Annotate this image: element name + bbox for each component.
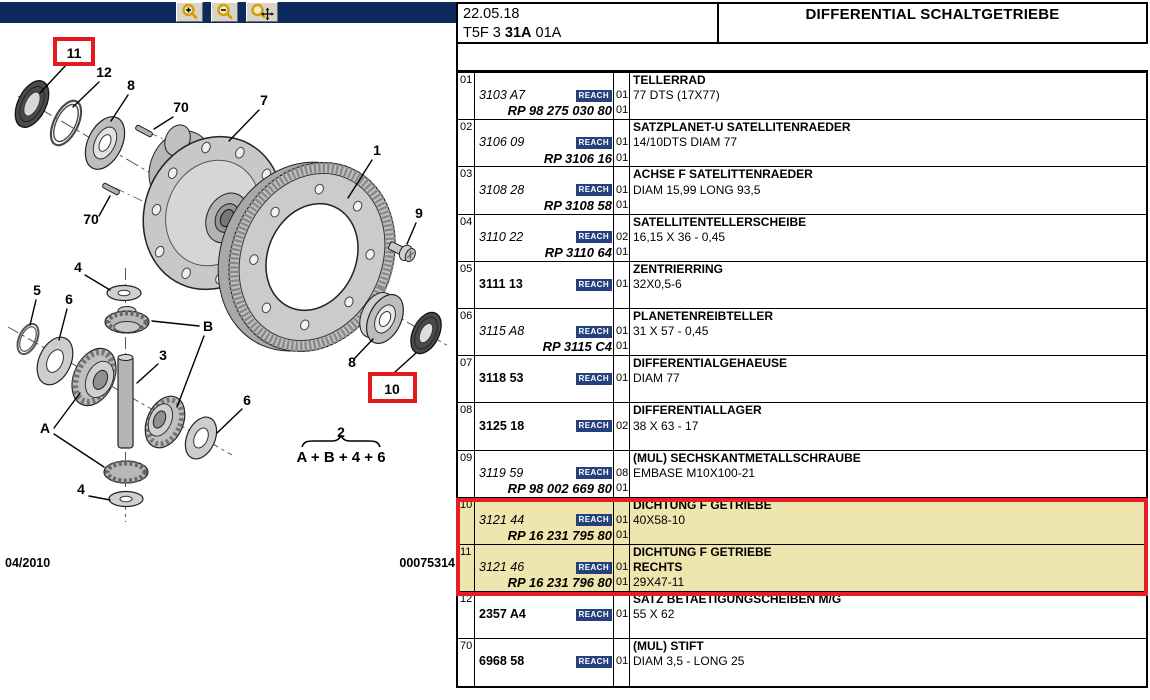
part-cell — [475, 167, 614, 213]
description-title: PLANETENREIBTELLER — [633, 308, 774, 323]
description-line2: DIAM 15,99 LONG 93,5 — [633, 182, 761, 197]
replacement-part-number: RP 3115 C4 — [542, 339, 612, 355]
description-line3 — [633, 245, 1146, 260]
replacement-part-number: RP 3108 58 — [543, 197, 612, 213]
qty-2 — [614, 292, 629, 307]
qty-2: 01 — [616, 198, 629, 211]
description-title: ZENTRIERRING — [633, 261, 723, 276]
qty-cell — [614, 262, 630, 308]
qty-2: 01 — [616, 340, 629, 353]
description-line2: 38 X 63 - 17 — [633, 418, 699, 433]
item-number: 01 — [458, 73, 475, 119]
diagram-toolbar — [0, 2, 456, 23]
description-cell — [630, 262, 1146, 308]
reach-badge[interactable]: REACH — [576, 373, 612, 385]
part-number: 3119 59 — [479, 465, 524, 480]
part-cell — [475, 262, 614, 308]
part-shaft-3 — [118, 355, 133, 449]
replacement-part-number: RP 3110 64 — [544, 244, 612, 260]
qty-2: 01 — [616, 481, 629, 494]
description-line3 — [633, 103, 1146, 118]
replacement-part-number: RP 98 002 669 80 — [507, 480, 612, 496]
part-cell — [475, 639, 614, 686]
item-number: 09 — [458, 451, 475, 497]
description-cell — [630, 498, 1146, 544]
description-cell — [630, 73, 1146, 119]
description-cell — [630, 592, 1146, 638]
callout-B: B — [202, 318, 214, 334]
description-line2: 77 DTS (17X77) — [633, 88, 720, 103]
qty-1: 08 — [616, 466, 629, 479]
description-line3 — [633, 198, 1146, 213]
callout-5: 5 — [33, 282, 41, 298]
part-cell — [475, 498, 614, 544]
part-seal-10 — [405, 308, 448, 359]
item-number: 04 — [458, 215, 475, 261]
qty-cell — [614, 403, 630, 449]
qty-cell — [614, 498, 630, 544]
zoom-in-icon — [179, 3, 201, 21]
description-line3 — [633, 481, 1146, 496]
item-number: 10 — [458, 498, 475, 544]
part-cell — [475, 403, 614, 449]
drawing-number: 00075314 — [399, 556, 455, 570]
part-number: 3121 46 — [479, 560, 525, 575]
zoom-out-icon — [214, 3, 236, 21]
item-number: 03 — [458, 167, 475, 213]
description-line2: 40X58-10 — [633, 512, 686, 527]
replacement-part-number: RP 16 231 795 80 — [507, 528, 612, 544]
item-number: 12 — [458, 592, 475, 638]
description-title: SATZ BETAETIGUNGSCHEIBEN M/G — [633, 592, 842, 607]
description-line3 — [633, 151, 1146, 166]
callout-4-bottom: 4 — [77, 481, 85, 497]
table-row[interactable] — [458, 403, 1146, 450]
callout-3: 3 — [159, 347, 167, 363]
part-cell — [475, 73, 614, 119]
callout-7: 7 — [260, 92, 268, 108]
reach-badge[interactable]: REACH — [576, 609, 612, 621]
table-row[interactable] — [458, 639, 1146, 686]
qty-cell — [614, 592, 630, 638]
table-row[interactable] — [458, 215, 1146, 262]
description-cell — [630, 639, 1146, 686]
qty-1: 01 — [616, 325, 629, 338]
description-cell — [630, 403, 1146, 449]
reach-badge[interactable]: REACH — [576, 514, 612, 526]
part-cell — [475, 309, 614, 355]
callout-70-bottom: 70 — [83, 211, 99, 227]
qty-cell — [614, 120, 630, 166]
zoom-out-button[interactable] — [211, 2, 238, 22]
description-line3 — [633, 670, 1146, 685]
part-washer-4-top — [107, 286, 141, 301]
table-row[interactable] — [458, 120, 1146, 167]
description-cell — [630, 451, 1146, 497]
qty-2 — [614, 434, 629, 449]
code-suffix: 01A — [535, 25, 562, 41]
issue-date: 04/2010 — [5, 556, 51, 570]
item-number: 06 — [458, 309, 475, 355]
code-prefix: T5F 3 — [463, 25, 501, 41]
description-line3 — [633, 434, 1146, 449]
replacement-part-number: RP 3106 16 — [543, 150, 612, 166]
part-number: 3103 A7 — [479, 88, 526, 103]
reach-badge[interactable]: REACH — [576, 137, 612, 149]
description-line2: 32X0,5-6 — [633, 276, 682, 291]
callout-11: 11 — [66, 45, 82, 61]
qty-1: 01 — [616, 183, 629, 196]
reach-badge[interactable]: REACH — [576, 467, 612, 479]
qty-1: 02 — [616, 419, 629, 432]
description-line2: DIAM 3,5 - LONG 25 — [633, 654, 745, 669]
callout-8-left: 8 — [127, 77, 135, 93]
description-cell — [630, 545, 1146, 591]
qty-cell — [614, 215, 630, 261]
description-line2: RECHTS — [633, 560, 683, 575]
description-line2: EMBASE M10X100-21 — [633, 465, 756, 480]
qty-2: 01 — [616, 151, 629, 164]
zoom-pan-icon — [250, 3, 274, 21]
zoom-in-button[interactable] — [176, 2, 203, 22]
description-line2: 14/10DTS DIAM 77 — [633, 135, 738, 150]
description-title: DICHTUNG F GETRIEBE — [633, 544, 772, 559]
zoom-pan-button[interactable] — [246, 2, 278, 22]
table-row[interactable] — [458, 451, 1146, 498]
description-line2: 16,15 X 36 - 0,45 — [633, 229, 726, 244]
callout-10: 10 — [384, 381, 400, 397]
item-number: 05 — [458, 262, 475, 308]
qty-1: 01 — [616, 136, 629, 149]
part-number: 3111 13 — [479, 276, 523, 291]
callout-8-right: 8 — [348, 354, 356, 370]
table-row[interactable] — [458, 545, 1146, 592]
qty-2: 01 — [616, 576, 629, 589]
reach-badge[interactable]: REACH — [576, 279, 612, 291]
replacement-part-number: RP 16 231 796 80 — [507, 575, 612, 591]
part-planet-gear-B-top — [105, 307, 149, 334]
part-cell — [475, 451, 614, 497]
qty-cell — [614, 356, 630, 402]
description-title: ACHSE F SATELITTENRAEDER — [633, 167, 813, 182]
description-title: DICHTUNG F GETRIEBE — [633, 497, 772, 512]
reach-badge[interactable]: REACH — [576, 420, 612, 432]
catalog-code — [463, 24, 712, 43]
part-bearing-8-left — [77, 110, 132, 175]
qty-1: 02 — [616, 230, 629, 243]
replacement-part-number — [475, 292, 613, 307]
table-row[interactable] — [458, 309, 1146, 356]
qty-cell — [614, 167, 630, 213]
table-row[interactable] — [458, 356, 1146, 403]
part-cell — [475, 545, 614, 591]
qty-cell — [614, 309, 630, 355]
qty-1: 01 — [616, 372, 629, 385]
parts-table-body — [458, 73, 1146, 686]
part-washer-4-bottom — [109, 492, 143, 507]
replacement-part-number — [475, 387, 613, 402]
qty-cell — [614, 545, 630, 591]
reach-badge[interactable]: REACH — [576, 326, 612, 338]
parts-table — [456, 70, 1148, 688]
replacement-part-number — [475, 622, 613, 637]
replacement-part-number — [475, 670, 613, 685]
page-title: DIFFERENTIAL SCHALTGETRIEBE — [805, 6, 1060, 23]
formula-top: 2 — [337, 424, 345, 440]
description-cell — [630, 356, 1146, 402]
part-number: 6968 58 — [479, 654, 525, 669]
description-line3 — [633, 387, 1146, 402]
description-title: SATELLITENTELLERSCHEIBE — [633, 214, 807, 229]
description-title: DIFFERENTIALGEHAEUSE — [633, 356, 788, 371]
item-number: 02 — [458, 120, 475, 166]
table-row[interactable] — [458, 167, 1146, 214]
qty-1: 01 — [616, 561, 629, 574]
part-number: 3108 28 — [479, 182, 525, 197]
part-number: 3106 09 — [479, 135, 525, 150]
table-row[interactable] — [458, 73, 1146, 120]
description-line3: 29X47-11 — [633, 575, 685, 590]
part-number: 3110 22 — [479, 229, 524, 244]
formula-bottom: A + B + 4 + 6 — [296, 449, 386, 466]
qty-1: 01 — [616, 89, 629, 102]
part-number: 3118 53 — [479, 371, 524, 386]
part-cell — [475, 592, 614, 638]
callout-12: 12 — [96, 64, 112, 80]
qty-2: 01 — [616, 104, 629, 117]
qty-2 — [614, 622, 629, 637]
qty-2: 01 — [616, 529, 629, 542]
reach-badge[interactable]: REACH — [576, 231, 612, 243]
part-cell — [475, 356, 614, 402]
part-number: 3125 18 — [479, 418, 525, 433]
reach-badge[interactable]: REACH — [576, 562, 612, 574]
part-pin-70-top — [135, 125, 153, 138]
description-cell — [630, 167, 1146, 213]
callout-A: A — [39, 420, 51, 436]
description-cell — [630, 309, 1146, 355]
part-planet-gear-B-right — [138, 390, 193, 454]
item-number: 11 — [458, 545, 475, 591]
part-side-gear-A-bottom — [104, 461, 148, 483]
qty-2: 01 — [616, 245, 629, 258]
description-cell — [630, 215, 1146, 261]
page-header — [456, 2, 1148, 44]
catalog-date: 22.05.18 — [463, 6, 520, 22]
callout-6-left: 6 — [65, 291, 73, 307]
differential-exploded-diagram — [0, 0, 456, 575]
description-line3 — [633, 528, 1146, 543]
reach-badge[interactable]: REACH — [576, 656, 612, 668]
qty-cell — [614, 639, 630, 686]
table-row[interactable] — [458, 498, 1146, 545]
description-line2: 31 X 57 - 0,45 — [633, 324, 709, 339]
reach-badge[interactable]: REACH — [576, 90, 612, 102]
part-number: 3121 44 — [479, 512, 525, 527]
description-title: TELLERRAD — [633, 73, 706, 87]
part-ring-12 — [45, 96, 88, 150]
qty-cell — [614, 73, 630, 119]
code-bold: 31A — [504, 25, 532, 41]
description-line3 — [633, 622, 1146, 637]
item-number: 70 — [458, 639, 475, 686]
item-number: 08 — [458, 403, 475, 449]
part-pin-70-bottom — [102, 183, 120, 196]
qty-2 — [614, 387, 629, 402]
part-cell — [475, 120, 614, 166]
callout-9: 9 — [415, 205, 423, 221]
qty-1: 01 — [616, 655, 629, 668]
description-line3 — [633, 292, 1146, 307]
panel-divider — [456, 42, 458, 70]
description-title: SATZPLANET-U SATELLITENRAEDER — [633, 120, 851, 135]
callout-4-top: 4 — [74, 259, 82, 275]
qty-cell — [614, 451, 630, 497]
description-cell — [630, 120, 1146, 166]
qty-1: 01 — [616, 277, 629, 290]
description-title: (MUL) STIFT — [633, 639, 704, 654]
part-washer-6-right — [179, 412, 222, 464]
reach-badge[interactable]: REACH — [576, 184, 612, 196]
qty-2 — [614, 670, 629, 685]
part-cell — [475, 215, 614, 261]
description-line2: 55 X 62 — [633, 607, 675, 622]
item-number: 07 — [458, 356, 475, 402]
callout-1: 1 — [373, 142, 381, 158]
qty-1: 01 — [616, 513, 629, 526]
replacement-part-number: RP 98 275 030 80 — [507, 103, 612, 119]
callout-70-top: 70 — [173, 99, 189, 115]
qty-1: 01 — [616, 608, 629, 621]
part-number: 3115 A8 — [479, 324, 525, 339]
callout-6-right: 6 — [243, 392, 251, 408]
replacement-part-number — [475, 434, 613, 449]
description-title: (MUL) SECHSKANTMETALLSCHRAUBE — [633, 450, 861, 465]
header-meta — [458, 4, 719, 42]
description-line2: DIAM 77 — [633, 371, 680, 386]
table-row[interactable] — [458, 262, 1146, 309]
description-line3 — [633, 339, 1146, 354]
table-row[interactable] — [458, 592, 1146, 639]
description-title: DIFFERENTIALLAGER — [633, 403, 762, 418]
part-number: 2357 A4 — [479, 607, 526, 622]
